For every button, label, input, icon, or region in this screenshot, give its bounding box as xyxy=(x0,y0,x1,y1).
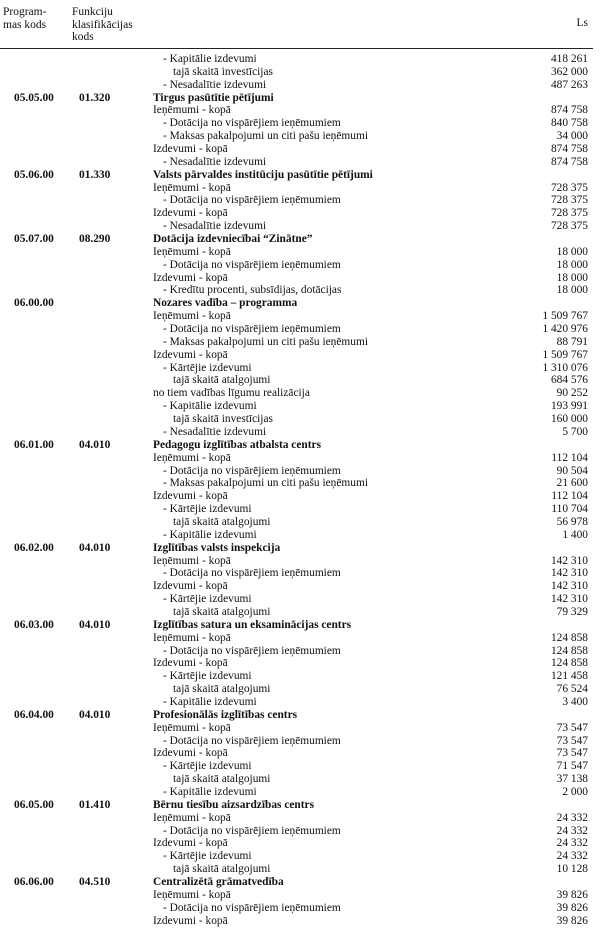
program-code: 05.07.00 xyxy=(14,233,54,246)
amount-value: 21 600 xyxy=(556,477,588,490)
amount-value: 79 329 xyxy=(556,605,588,618)
line-item-label: - Kārtējie izdevumi xyxy=(163,593,252,606)
table-row xyxy=(0,747,600,760)
section-heading-row xyxy=(0,297,600,310)
amount-value: 487 263 xyxy=(550,78,588,91)
table-row xyxy=(0,194,600,207)
line-item-label: - Dotācija no vispārējiem ieņēmumiem xyxy=(163,258,341,271)
amount-value: 142 310 xyxy=(550,593,588,606)
line-item-label: tajā skaitā atalgojumi xyxy=(173,683,271,696)
amount-value: 76 524 xyxy=(556,683,588,696)
section-heading-row xyxy=(0,92,600,105)
program-code: 06.00.00 xyxy=(14,297,54,310)
amount-value: 24 332 xyxy=(556,837,588,850)
section-heading-row xyxy=(0,799,600,812)
amount-value: 3 400 xyxy=(562,695,588,708)
header-program-code: Program- mas kods xyxy=(3,6,47,31)
table-row xyxy=(0,837,600,850)
table-row xyxy=(0,863,600,876)
line-item-label: Ieņēmumi - kopā xyxy=(153,181,231,194)
line-item-label: - Kapitālie izdevumi xyxy=(163,528,257,541)
amount-value: 18 000 xyxy=(556,245,588,258)
table-row xyxy=(0,516,600,529)
line-item-label: - Maksas pakalpojumi un citi pašu ieņēmumi xyxy=(163,130,368,143)
table-row xyxy=(0,580,600,593)
line-item-label: - Kārtējie izdevumi xyxy=(163,850,252,863)
amount-value: 73 547 xyxy=(556,747,588,760)
amount-value: 874 758 xyxy=(550,155,588,168)
line-item-label: - Dotācija no vispārējiem ieņēmumiem xyxy=(163,644,341,657)
amount-value: 1 310 076 xyxy=(542,361,588,374)
amount-value: 418 261 xyxy=(550,53,588,65)
amount-value: 71 547 xyxy=(556,760,588,773)
amount-value: 874 758 xyxy=(550,104,588,117)
line-item-label: Izdevumi - kopā xyxy=(153,747,228,760)
table-row xyxy=(0,593,600,606)
line-item-label: - Kapitālie izdevumi xyxy=(163,785,257,798)
line-item-label: Ieņēmumi - kopā xyxy=(153,245,231,258)
table-row xyxy=(0,182,600,195)
line-item-label: - Maksas pakalpojumi un citi pašu ieņēmumi xyxy=(163,335,368,348)
line-item-label: - Nesadalītie izdevumi xyxy=(163,220,267,233)
table-header xyxy=(0,0,600,52)
amount-value: 90 252 xyxy=(556,387,588,400)
function-code: 04.010 xyxy=(79,541,111,554)
table-row xyxy=(0,902,600,915)
amount-value: 1 509 767 xyxy=(542,348,588,361)
function-code: 04.010 xyxy=(79,708,111,721)
amount-value: 112 104 xyxy=(551,490,588,503)
program-code: 06.03.00 xyxy=(14,618,54,631)
amount-value: 24 332 xyxy=(556,850,588,863)
section-heading-row xyxy=(0,233,600,246)
table-row xyxy=(0,889,600,902)
line-item-label: - Kārtējie izdevumi xyxy=(163,503,252,516)
amount-value: 34 000 xyxy=(556,130,588,143)
line-item-label: - Dotācija no vispārējiem ieņēmumiem xyxy=(163,567,341,580)
line-item-label: tajā skaitā atalgojumi xyxy=(173,773,271,786)
line-item-label: Ieņēmumi - kopā xyxy=(153,310,231,323)
amount-value: 18 000 xyxy=(556,258,588,271)
amount-value: 142 310 xyxy=(550,580,588,593)
table-row xyxy=(0,66,600,79)
table-row xyxy=(0,850,600,863)
amount-value: 121 458 xyxy=(550,670,588,683)
line-item-label: - Dotācija no vispārējiem ieņēmumiem xyxy=(163,194,341,207)
section-heading-row xyxy=(0,439,600,452)
amount-value: 112 104 xyxy=(551,451,588,464)
section-title: Bērnu tiesību aizsardzības centrs xyxy=(153,798,315,811)
line-item-label: Ieņēmumi - kopā xyxy=(153,888,231,901)
line-item-label: Izdevumi - kopā xyxy=(153,271,228,284)
table-row xyxy=(0,773,600,786)
amount-value: 728 375 xyxy=(550,207,588,220)
program-code: 06.01.00 xyxy=(14,438,54,451)
table-row xyxy=(0,246,600,259)
amount-value: 90 504 xyxy=(556,464,588,477)
amount-value: 362 000 xyxy=(550,65,588,78)
line-item-label: - Maksas pakalpojumi un citi pašu ieņēmumi xyxy=(163,477,368,490)
amount-value: 124 858 xyxy=(550,657,588,670)
amount-value: 874 758 xyxy=(550,143,588,156)
line-item-label: Izdevumi - kopā xyxy=(153,207,228,220)
program-code: 06.02.00 xyxy=(14,541,54,554)
amount-value: 728 375 xyxy=(550,181,588,194)
function-code: 08.290 xyxy=(79,233,111,246)
table-row xyxy=(0,220,600,233)
function-code: 04.010 xyxy=(79,438,111,451)
amount-value: 142 310 xyxy=(550,554,588,567)
amount-value: 5 700 xyxy=(562,425,588,438)
amount-value: 728 375 xyxy=(550,194,588,207)
program-code: 06.06.00 xyxy=(14,876,54,888)
table-row xyxy=(0,555,600,568)
section-title: Tirgus pasūtītie pētījumi xyxy=(153,91,274,104)
section-heading-row xyxy=(0,542,600,555)
section-title: Izglītības satura un eksaminācijas centrs xyxy=(153,618,352,631)
line-item-label: tajā skaitā atalgojumi xyxy=(173,605,271,618)
amount-value: 684 576 xyxy=(550,374,588,387)
table-row xyxy=(0,915,600,928)
line-item-label: - Kapitālie izdevumi xyxy=(163,695,257,708)
header-divider xyxy=(0,48,593,49)
line-item-label: tajā skaitā atalgojumi xyxy=(173,515,271,528)
line-item-label: - Nesadalītie izdevumi xyxy=(163,425,267,438)
amount-value: 142 310 xyxy=(550,567,588,580)
table-row xyxy=(0,284,600,297)
line-item-label: Izdevumi - kopā xyxy=(153,143,228,156)
section-heading-row xyxy=(0,169,600,182)
table-row xyxy=(0,490,600,503)
section-heading-row xyxy=(0,709,600,722)
section-title: Dotācija izdevniecībai “Zinātne” xyxy=(153,233,313,246)
line-item-label: tajā skaitā atalgojumi xyxy=(173,863,271,876)
amount-value: 1 420 976 xyxy=(542,323,588,336)
table-row xyxy=(0,529,600,542)
line-item-label: Ieņēmumi - kopā xyxy=(153,451,231,464)
line-item-label: tajā skaitā investīcijas xyxy=(173,65,273,78)
section-title: Profesionālās izglītības centrs xyxy=(153,708,298,721)
amount-value: 18 000 xyxy=(556,271,588,284)
program-code: 05.06.00 xyxy=(14,168,54,181)
line-item-label: no tiem vadības līgumu realizācija xyxy=(153,387,310,400)
table-row xyxy=(0,387,600,400)
amount-value: 160 000 xyxy=(550,413,588,426)
table-row xyxy=(0,143,600,156)
amount-value: 124 858 xyxy=(550,644,588,657)
line-item-label: - Kārtējie izdevumi xyxy=(163,361,252,374)
function-code: 01.410 xyxy=(79,798,111,811)
function-code: 04.010 xyxy=(79,618,111,631)
table-row xyxy=(0,722,600,735)
line-item-label: tajā skaitā investīcijas xyxy=(173,413,273,426)
line-item-label: - Kapitālie izdevumi xyxy=(163,400,257,413)
table-row xyxy=(0,130,600,143)
section-heading-row xyxy=(0,876,600,889)
section-title: Izglītības valsts inspekcija xyxy=(153,541,281,554)
amount-value: 2 000 xyxy=(562,785,588,798)
line-item-label: - Dotācija no vispārējiem ieņēmumiem xyxy=(163,734,341,747)
table-row xyxy=(0,786,600,799)
amount-value: 124 858 xyxy=(550,631,588,644)
function-code: 04.510 xyxy=(79,876,111,888)
section-title: Centralizētā grāmatvedība xyxy=(153,876,284,888)
section-title: Valsts pārvaldes institūciju pasūtītie pētījumi xyxy=(153,168,373,181)
line-item-label: - Kārtējie izdevumi xyxy=(163,760,252,773)
amount-value: 110 704 xyxy=(551,503,588,516)
amount-value: 1 400 xyxy=(562,528,588,541)
line-item-label: Izdevumi - kopā xyxy=(153,348,228,361)
table-row xyxy=(0,426,600,439)
line-item-label: Izdevumi - kopā xyxy=(153,914,228,927)
line-item-label: Izdevumi - kopā xyxy=(153,490,228,503)
line-item-label: - Kārtējie izdevumi xyxy=(163,670,252,683)
table-row xyxy=(0,632,600,645)
table-row xyxy=(0,272,600,285)
table-row xyxy=(0,825,600,838)
function-code: 01.330 xyxy=(79,168,111,181)
line-item-label: - Nesadalītie izdevumi xyxy=(163,78,267,91)
program-code: 05.05.00 xyxy=(14,91,54,104)
header-function-code: Funkciju klasifikācijas kods xyxy=(72,6,133,43)
amount-value: 39 826 xyxy=(556,888,588,901)
line-item-label: - Dotācija no vispārējiem ieņēmumiem xyxy=(163,117,341,130)
line-item-label: - Nesadalītie izdevumi xyxy=(163,155,267,168)
line-item-label: - Dotācija no vispārējiem ieņēmumiem xyxy=(163,464,341,477)
table-row xyxy=(0,503,600,516)
table-row xyxy=(0,349,600,362)
line-item-label: - Kapitālie izdevumi xyxy=(163,53,257,65)
line-item-label: - Dotācija no vispārējiem ieņēmumiem xyxy=(163,323,341,336)
table-row xyxy=(0,606,600,619)
budget-table xyxy=(0,53,600,927)
table-row xyxy=(0,567,600,580)
program-code: 06.05.00 xyxy=(14,798,54,811)
table-row xyxy=(0,413,600,426)
line-item-label: Izdevumi - kopā xyxy=(153,580,228,593)
table-row xyxy=(0,657,600,670)
line-item-label: - Dotācija no vispārējiem ieņēmumiem xyxy=(163,824,341,837)
line-item-label: Izdevumi - kopā xyxy=(153,657,228,670)
table-row xyxy=(0,79,600,92)
section-title: Pedagogu izglītības atbalsta centrs xyxy=(153,438,322,451)
table-row xyxy=(0,53,600,66)
table-row xyxy=(0,259,600,272)
section-title: Nozares vadība – programma xyxy=(153,297,298,310)
amount-value: 728 375 xyxy=(550,220,588,233)
line-item-label: Ieņēmumi - kopā xyxy=(153,811,231,824)
line-item-label: Izdevumi - kopā xyxy=(153,837,228,850)
table-row xyxy=(0,117,600,130)
line-item-label: - Dotācija no vispārējiem ieņēmumiem xyxy=(163,901,341,914)
table-row xyxy=(0,400,600,413)
table-row xyxy=(0,645,600,658)
table-row xyxy=(0,207,600,220)
line-item-label: Ieņēmumi - kopā xyxy=(153,554,231,567)
amount-value: 73 547 xyxy=(556,721,588,734)
amount-value: 73 547 xyxy=(556,734,588,747)
table-row xyxy=(0,683,600,696)
line-item-label: Ieņēmumi - kopā xyxy=(153,631,231,644)
table-row xyxy=(0,104,600,117)
amount-value: 37 138 xyxy=(556,773,588,786)
amount-value: 193 991 xyxy=(550,400,588,413)
table-row xyxy=(0,374,600,387)
amount-value: 24 332 xyxy=(556,824,588,837)
amount-value: 56 978 xyxy=(556,515,588,528)
table-row xyxy=(0,696,600,709)
line-item-label: - Kredītu procenti, subsīdijas, dotācijas xyxy=(163,284,342,297)
line-item-label: Ieņēmumi - kopā xyxy=(153,721,231,734)
table-row xyxy=(0,670,600,683)
table-row xyxy=(0,812,600,825)
table-row xyxy=(0,735,600,748)
line-item-label: tajā skaitā atalgojumi xyxy=(173,374,271,387)
amount-value: 10 128 xyxy=(556,863,588,876)
amount-value: 18 000 xyxy=(556,284,588,297)
amount-value: 39 826 xyxy=(556,901,588,914)
program-code: 06.04.00 xyxy=(14,708,54,721)
table-row xyxy=(0,477,600,490)
header-currency: Ls xyxy=(576,17,588,29)
table-row xyxy=(0,156,600,169)
amount-value: 39 826 xyxy=(556,914,588,927)
table-row xyxy=(0,336,600,349)
line-item-label: Ieņēmumi - kopā xyxy=(153,104,231,117)
amount-value: 840 758 xyxy=(550,117,588,130)
table-row xyxy=(0,310,600,323)
amount-value: 1 509 767 xyxy=(542,310,588,323)
section-heading-row xyxy=(0,619,600,632)
function-code: 01.320 xyxy=(79,91,111,104)
table-row xyxy=(0,760,600,773)
table-row xyxy=(0,465,600,478)
amount-value: 24 332 xyxy=(556,811,588,824)
table-row xyxy=(0,323,600,336)
table-row xyxy=(0,362,600,375)
table-row xyxy=(0,452,600,465)
amount-value: 88 791 xyxy=(556,335,588,348)
